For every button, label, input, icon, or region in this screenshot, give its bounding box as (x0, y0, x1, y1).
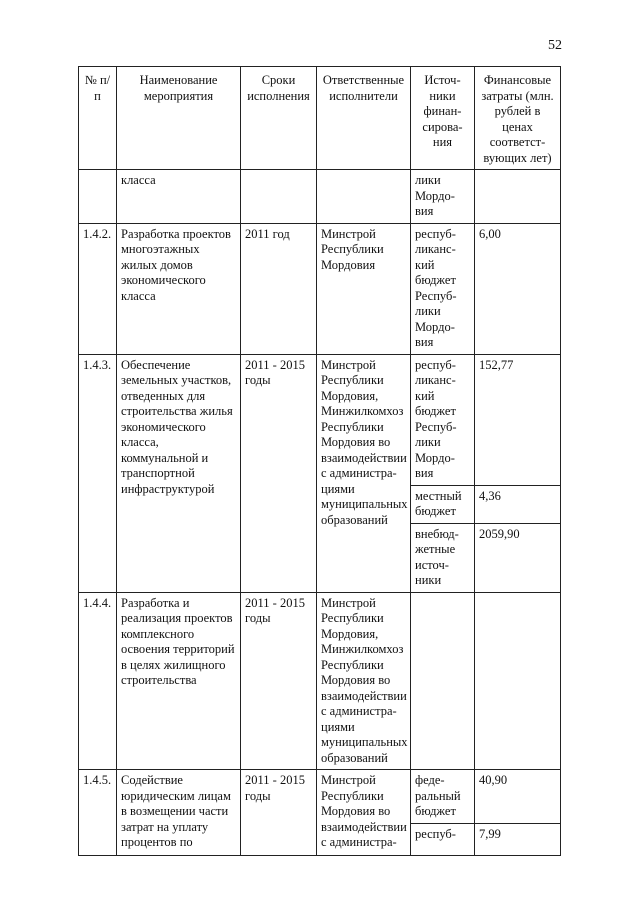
cell-source: внебюд-жетные источ-ники (411, 523, 475, 592)
cell-cost: 6,00 (475, 223, 561, 354)
cell-name: Обеспечение земельных участков, отведенных для строительства жилья экономического класса, коммунальной и транспортной инфраструктурой (117, 354, 241, 592)
cell-terms: 2011 год (241, 223, 317, 354)
header-num: № п/п (79, 67, 117, 170)
table-row (79, 223, 561, 354)
table-row (79, 770, 561, 824)
page-number: 52 (548, 38, 562, 53)
cell-source: лики Мордо-вия (411, 170, 475, 224)
cell-source: феде-ральный бюджет (411, 770, 475, 824)
cell-cost: 152,77 (475, 354, 561, 485)
cell-responsible: Минстрой Республики Мордовия во взаимодействии с администра- (317, 770, 411, 856)
header-terms: Сроки исполнения (241, 67, 317, 170)
cell-cost: 2059,90 (475, 523, 561, 592)
cell-name: Содействие юридическим лицам в возмещении части затрат на уплату процентов по (117, 770, 241, 856)
header-name: Наименование мероприятия (117, 67, 241, 170)
table-row (79, 170, 561, 224)
cell-source: респуб- (411, 823, 475, 855)
cell-cost: 4,36 (475, 485, 561, 523)
cell-cost: 40,90 (475, 770, 561, 824)
cell-name: Разработка проектов многоэтажных жилых домов экономического класса (117, 223, 241, 354)
cell-terms: 2011 - 2015 годы (241, 354, 317, 592)
cell-name: класса (117, 170, 241, 224)
header-responsible: Ответственные исполнители (317, 67, 411, 170)
cell-responsible: Минстрой Республики Мордовия, Минжилкомхоз Республики Мордовия во взаимодействии с администра-циями муниципальных образований (317, 354, 411, 592)
cell-terms: 2011 - 2015 годы (241, 770, 317, 856)
cell-num: 1.4.5. (79, 770, 117, 856)
cell-responsible: Минстрой Республики Мордовия (317, 223, 411, 354)
cell-source: респуб-ликанс-кий бюджет Респуб-лики Мордо-вия (411, 354, 475, 485)
header-cost: Финансовые затраты (млн. рублей в ценах соответст-вующих лет) (475, 67, 561, 170)
cell-num: 1.4.2. (79, 223, 117, 354)
cell-responsible: Минстрой Республики Мордовия, Минжилкомхоз Республики Мордовия во взаимодействии с администра-циями муниципальных образований (317, 592, 411, 770)
table-row (79, 354, 561, 485)
cell-name: Разработка и реализация проектов комплексного освоения территорий в целях жилищного строительства (117, 592, 241, 770)
cell-source: респуб-ликанс-кий бюджет Респуб-лики Мордо-вия (411, 223, 475, 354)
cell-source: местный бюджет (411, 485, 475, 523)
table-row (79, 592, 561, 770)
cell-terms: 2011 - 2015 годы (241, 592, 317, 770)
cell-cost: 7,99 (475, 823, 561, 855)
cell-num: 1.4.3. (79, 354, 117, 592)
table-header-row (79, 67, 561, 170)
header-source: Источ-ники финан-сирова-ния (411, 67, 475, 170)
cell-num: 1.4.4. (79, 592, 117, 770)
measures-table (78, 66, 561, 856)
